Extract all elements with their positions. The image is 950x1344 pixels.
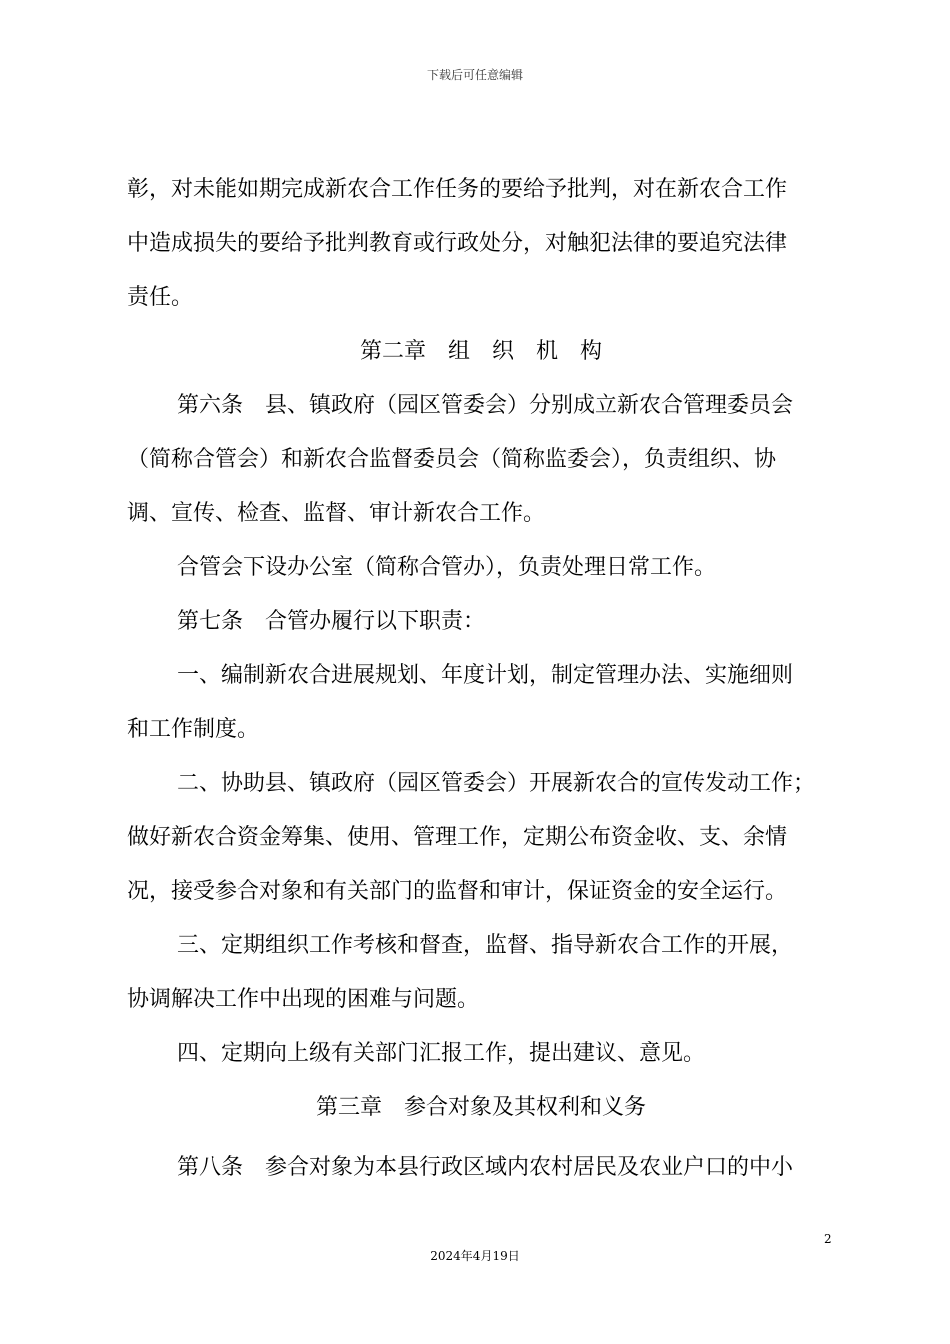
body-line: 一、编制新农合进展规划、年度计划，制定管理办法、实施细则 (177, 663, 794, 688)
body-line: 做好新农合资金筹集、使用、管理工作，定期公布资金收、支、余情 (127, 825, 788, 850)
body-line: 况，接受参合对象和有关部门的监督和审计，保证资金的安全运行。 (127, 879, 788, 904)
body-line: 中造成损失的要给予批判教育或行政处分，对触犯法律的要追究法律 (127, 231, 788, 256)
body-line: 三、定期组织工作考核和督查，监督、指导新农合工作的开展， (177, 933, 794, 958)
body-line: 责任。 (127, 285, 194, 310)
chapter-heading: 第三章 参合对象及其权利和义务 (315, 1095, 646, 1120)
body-line: 和工作制度。 (127, 717, 260, 742)
document-body (127, 163, 835, 1195)
body-line: 第六条 县、镇政府（园区管委会）分别成立新农合管理委员会 (177, 393, 794, 418)
body-line: 彰，对未能如期完成新农合工作任务的要给予批判，对在新农合工作 (127, 177, 788, 202)
chapter-heading: 第二章 组 织 机 构 (359, 339, 602, 364)
body-line: （简称合管会）和新农合监督委员会（简称监委会），负责组织、协 (127, 447, 777, 472)
body-line: 四、定期向上级有关部门汇报工作，提出建议、意见。 (177, 1041, 706, 1066)
body-line: 第八条 参合对象为本县行政区域内农村居民及农业户口的中小 (177, 1155, 794, 1180)
body-line: 二、协助县、镇政府（园区管委会）开展新农合的宣传发动工作； (177, 771, 816, 796)
body-line: 合管会下设办公室（简称合管办），负责处理日常工作。 (177, 555, 717, 580)
page-number: 2 (824, 1232, 832, 1246)
body-line: 第七条 合管办履行以下职责： (177, 609, 486, 634)
page-header: 下载后可任意编辑 (426, 68, 523, 82)
body-line: 协调解决工作中出现的困难与问题。 (127, 987, 480, 1012)
footer-date: 2024年4月19日 (430, 1249, 520, 1263)
body-line: 调、宣传、检查、监督、审计新农合工作。 (127, 501, 546, 526)
